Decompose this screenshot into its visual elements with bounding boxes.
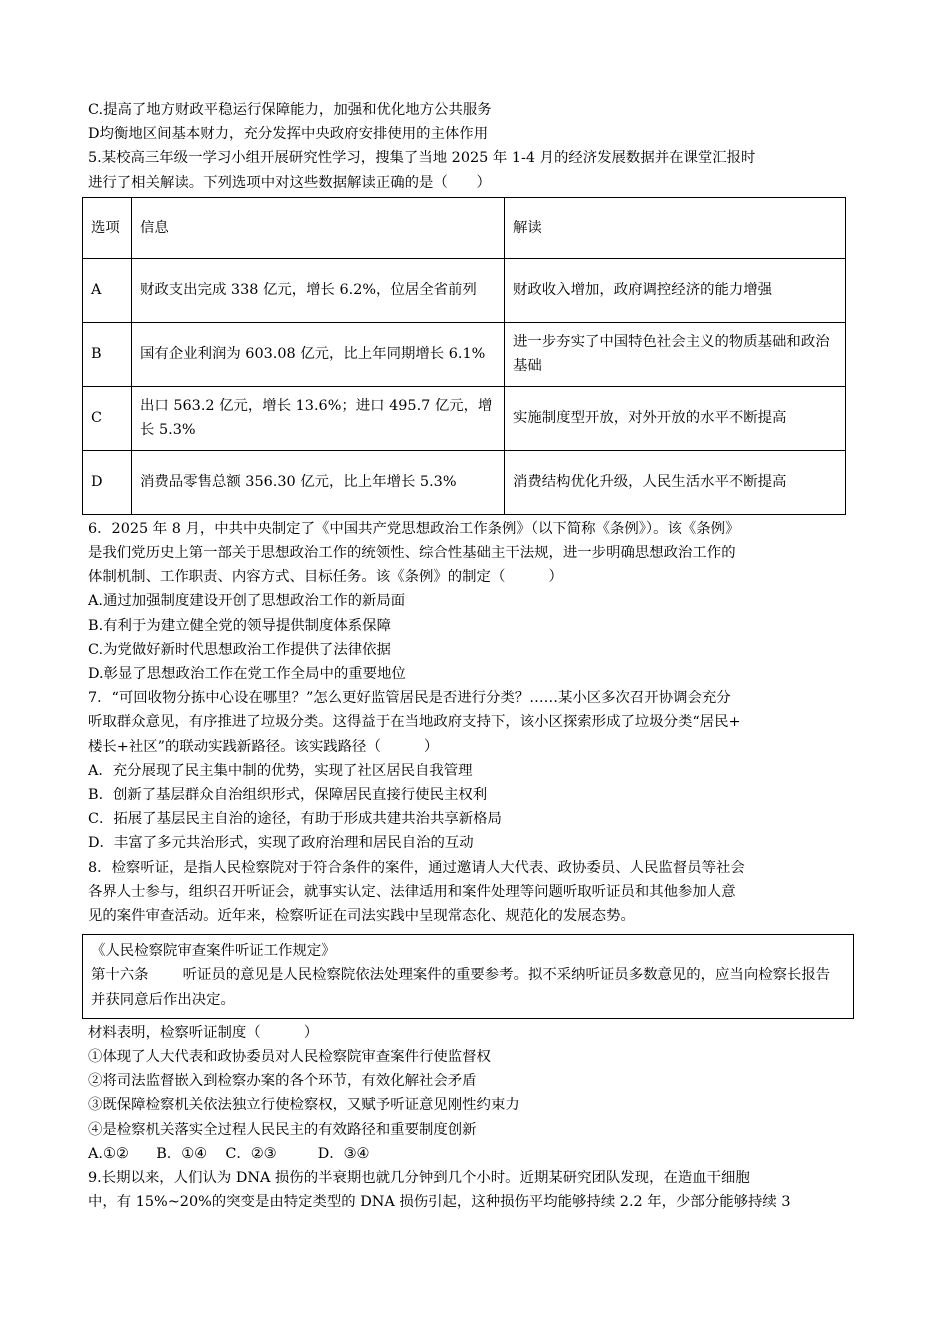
q8-question: 材料表明，检察听证制度（ ） — [88, 1024, 319, 1041]
row-reading: 进一步夯实了中国特色社会主义的物质基础和政治基础 — [505, 322, 846, 386]
table-row — [83, 386, 846, 450]
q8-choices — [88, 1142, 862, 1166]
table-row — [83, 322, 846, 386]
q6-stem-line: 是我们党历史上第一部关于思想政治工作的统领性、综合性基础主干法规，进一步明确思想政治工作的 — [88, 545, 736, 562]
material-body — [91, 963, 843, 1011]
q8-stem-line: 各界人士参与，组织召开听证会，就事实认定、法律适用和案件处理等问题听取听证员和其他参加人意 — [88, 883, 736, 900]
q6-stem-line: 体制机制、工作职责、内容方式、目标任务。该《条例》的制定（ ） — [88, 569, 563, 586]
q5-stem-line: 5.某校高三年级一学习小组开展研究性学习，搜集了当地 2025 年 1-4 月的经济发展数据并在课堂汇报时 — [88, 150, 756, 167]
exam-page — [88, 98, 862, 1215]
header-option: 选项 — [83, 197, 132, 258]
q8-statement: ③既保障检察机关依法独立行使检察权，又赋予听证意见刚性约束力 — [88, 1097, 520, 1114]
q8-statement: ①体现了人大代表和政协委员对人民检察院审查案件行使监督权 — [88, 1049, 491, 1066]
row-info: 消费品零售总额 356.30 亿元，比上年增长 5.3% — [132, 450, 505, 514]
q8-choice-d: D．③④ — [317, 1145, 370, 1162]
material-title: 《人民检察院审查案件听证工作规定》 — [91, 943, 336, 960]
question-9 — [88, 1166, 862, 1214]
row-reading: 实施制度型开放，对外开放的水平不断提高 — [505, 386, 846, 450]
question-7 — [88, 686, 862, 855]
q9-stem-line: 中，有 15%~20%的突变是由特定类型的 DNA 损伤引起，这种损伤平均能够持续 2.2 年，少部分能够持续 3 — [88, 1194, 791, 1211]
q4-option-c: C.提高了地方财政平稳运行保障能力，加强和优化地方公共服务 — [88, 102, 492, 118]
question-5 — [88, 146, 862, 514]
q7-stem-line: 楼长+社区”的联动实践新路径。该实践路径（ ） — [88, 738, 439, 755]
header-reading: 解读 — [505, 197, 846, 258]
q8-stem-line: 8．检察听证，是指人民检察院对于符合条件的案件，通过邀请人大代表、政协委员、人民监督员等社会 — [88, 859, 745, 876]
q7-option-b: B．创新了基层群众自治组织形式，保障居民直接行使民主权利 — [88, 787, 488, 804]
question-6 — [88, 517, 862, 686]
row-option: A — [83, 258, 132, 322]
q7-option-a: A．充分展现了民主集中制的优势，实现了社区居民自我管理 — [88, 762, 473, 779]
q6-option-b: B.有利于为建立健全党的领导提供制度体系保障 — [88, 617, 391, 634]
question-8 — [88, 856, 862, 1166]
q7-stem-line: 听取群众意见，有序推进了垃圾分类。这得益于在当地政府支持下，该小区探索形成了垃圾分类“居民+ — [88, 714, 741, 731]
material-text: 听证员的意见是人民检察院依法处理案件的重要参考。拟不采纳听证员多数意见的，应当向检察长报告并获同意后作出决定。 — [91, 967, 831, 1008]
q5-stem-line: 进行了相关解读。下列选项中对这些数据解读正确的是（ ） — [88, 174, 491, 191]
q6-option-c: C.为党做好新时代思想政治工作提供了法律依据 — [88, 641, 391, 658]
q8-stem-line: 见的案件审查活动。近年来，检察听证在司法实践中呈现常态化、规范化的发展态势。 — [88, 908, 635, 925]
row-reading: 财政收入增加，政府调控经济的能力增强 — [505, 258, 846, 322]
q4-option-d: D均衡地区间基本财力，充分发挥中央政府安排使用的主体作用 — [88, 126, 489, 143]
q4-options — [88, 98, 862, 146]
q5-data-table — [82, 197, 846, 515]
table-row — [83, 258, 846, 322]
q8-choice-c: C．②③ — [225, 1145, 277, 1162]
q7-option-c: C．拓展了基层民主自治的途径，有助于形成共建共治共享新格局 — [88, 811, 502, 828]
table-header-row — [83, 197, 846, 258]
table-row — [83, 450, 846, 514]
q6-stem-line: 6．2025 年 8 月，中共中央制定了《中国共产党思想政治工作条例》（以下简称《条例》）。该《条例》 — [88, 520, 740, 537]
q8-choice-b: B．①④ — [156, 1145, 208, 1162]
q7-stem-line: 7．“可回收物分拣中心设在哪里？”怎么更好监管居民是否进行分类？……某小区多次召开协调会充分 — [88, 690, 731, 707]
row-reading: 消费结构优化升级，人民生活水平不断提高 — [505, 450, 846, 514]
q8-material-box — [82, 934, 854, 1019]
row-option: B — [83, 322, 132, 386]
row-option: D — [83, 450, 132, 514]
q6-option-d: D.彰显了思想政治工作在党工作全局中的重要地位 — [88, 666, 406, 683]
header-info: 信息 — [132, 197, 505, 258]
q8-statement: ④是检察机关落实全过程人民民主的有效路径和重要制度创新 — [88, 1121, 477, 1138]
q8-choice-a: A.①② — [88, 1145, 129, 1162]
row-info: 出口 563.2 亿元，增长 13.6%；进口 495.7 亿元，增长 5.3% — [132, 386, 505, 450]
row-option: C — [83, 386, 132, 450]
row-info: 国有企业利润为 603.08 亿元，比上年同期增长 6.1% — [132, 322, 505, 386]
q9-stem-line: 9.长期以来，人们认为 DNA 损伤的半衰期也就几分钟到几个小时。近期某研究团队发现，在造血干细胞 — [88, 1170, 750, 1187]
material-article: 第十六条 — [91, 967, 149, 984]
row-info: 财政支出完成 338 亿元，增长 6.2%，位居全省前列 — [132, 258, 505, 322]
q6-option-a: A.通过加强制度建设开创了思想政治工作的新局面 — [88, 593, 406, 610]
q7-option-d: D．丰富了多元共治形式，实现了政府治理和居民自治的互动 — [88, 835, 474, 852]
q8-statement: ②将司法监督嵌入到检察办案的各个环节，有效化解社会矛盾 — [88, 1073, 477, 1090]
